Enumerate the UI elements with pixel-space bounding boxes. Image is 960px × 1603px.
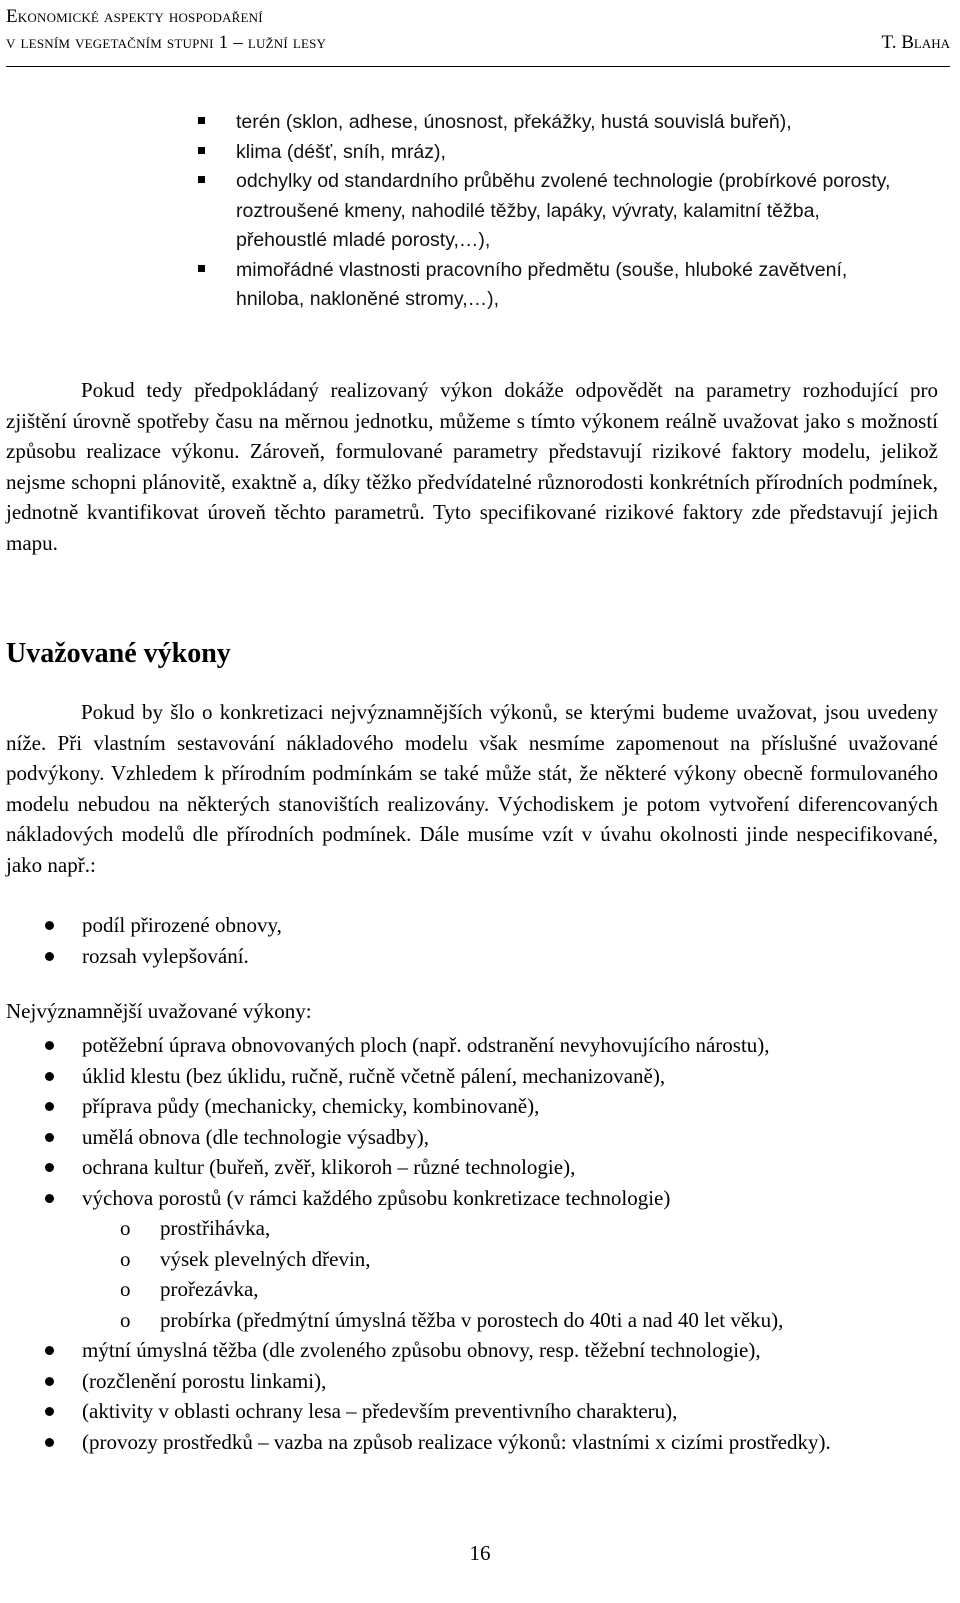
bullet-icon (45, 1346, 54, 1355)
page-number: 16 (469, 1541, 491, 1565)
bullet-icon (45, 1072, 54, 1081)
list-item: potěžební úprava obnovovaných ploch (např. odstranění nevyhovujícího nárostu), (6, 1030, 938, 1061)
header-title-line1: Ekonomické aspekty hospodaření (6, 6, 263, 27)
circle-bullet-icon: o (120, 1277, 131, 1301)
list-item: (aktivity v oblasti ochrany lesa – především preventivního charakteru), (6, 1396, 938, 1427)
sub-list-item: o prostřihávka, (82, 1213, 938, 1244)
square-bullet-icon (198, 147, 205, 154)
circle-bullet-icon: o (120, 1246, 131, 1271)
bullet-icon (45, 921, 54, 930)
other-factors-list (6, 910, 938, 971)
list-item: (rozčlenění porostu linkami), (6, 1366, 938, 1397)
main-activities-list (6, 1030, 938, 1457)
sub-list-item: o probírka (předmýtní úmyslná těžba v porostech do 40ti a nad 40 let věku), (82, 1305, 938, 1336)
risk-factor-item: mimořádné vlastnosti pracovního předmětu (souše, hluboké zavětvení, hniloba, nakloněné stromy,…), (190, 256, 910, 315)
square-bullet-icon (198, 265, 205, 272)
bullet-icon (45, 1194, 54, 1203)
bullet-icon (45, 1407, 54, 1416)
list-item: podíl přirozené obnovy, (6, 910, 938, 941)
risk-factor-item: odchylky od standardního průběhu zvolené technologie (probírkové porosty, roztroušené kmeny, nahodilé těžby, lapáky, vývraty, kalamitní těžba, přehoustlé mladé porosty,…), (190, 167, 910, 256)
list-item: rozsah vylepšování. (6, 941, 938, 972)
risk-factor-item: klima (déšť, sníh, mráz), (190, 138, 910, 168)
list-item: (provozy prostředků – vazba na způsob realizace výkonů: vlastními x cizími prostředky). (6, 1427, 938, 1458)
bullet-icon (45, 1133, 54, 1142)
section-heading: Uvažované výkony (6, 638, 231, 669)
circle-bullet-icon: o (120, 1216, 131, 1240)
list-item: mýtní úmyslná těžba (dle zvoleného způsobu obnovy, resp. těžební technologie), (6, 1335, 938, 1366)
list-item: umělá obnova (dle technologie výsadby), (6, 1122, 938, 1153)
bullet-icon (45, 1041, 54, 1050)
sub-list-item: o výsek plevelných dřevin, (82, 1244, 938, 1275)
paragraph-risk-factors: Pokud tedy předpokládaný realizovaný výkon dokáže odpovědět na parametry rozhodující pro zjištění úrovně spotřeby času na měrnou jednotku, můžeme s tímto výkonem reálně uvažovat jako s možností způsobu realizace výkonu. Zároveň, formulované parametry představují rizikové faktory modelu, jelikož nejsme schopni plánovitě, exaktně a, díky těžko předvídatelné různorodosti konkrétních přírodních podmínek, jednotně kvantifikovat úroveň těchto parametrů. Tyto specifikované rizikové faktory zde představují jejich mapu. (6, 378, 938, 555)
square-bullet-icon (198, 176, 205, 183)
bullet-icon (45, 1438, 54, 1447)
bullet-icon (45, 1163, 54, 1172)
square-bullet-icon (198, 117, 205, 124)
sub-activities-list (82, 1213, 938, 1335)
bullet-icon (45, 1102, 54, 1111)
risk-factor-item: terén (sklon, adhese, únosnost, překážky, hustá souvislá buřeň), (190, 108, 910, 138)
list-item: výchova porostů (v rámci každého způsobu konkretizace technologie) o prostřihávka, o výsek plevelných dřevin, o prořezávka, o probírka (předmýtní úmyslná těžba v porostech do 40ti a nad 40 let věku), (6, 1183, 938, 1336)
paragraph-considered-activities: Pokud by šlo o konkretizaci nejvýznamnějších výkonů, se kterými budeme uvažovat, jsou uvedeny níže. Při vlastním sestavování nákladového modelu však nesmíme zapomenout na příslušné uvažované podvýkony. Vzhledem k přírodním podmínkám se také může stát, že některé výkony obecně formulovaného modelu nebudou na některých stanovištích realizovány. Východiskem je potom vytvoření diferencovaných nákladových modelů dle přírodních podmínek. Dále musíme vzít v úvahu okolnosti jinde nespecifikované, jako např.: (6, 700, 938, 877)
list-item: ochrana kultur (buřeň, zvěř, klikoroh – různé technologie), (6, 1152, 938, 1183)
header-title-line2: v lesním vegetačním stupni 1 – lužní lesy (6, 32, 327, 53)
list-item: příprava půdy (mechanicky, chemicky, kombinovaně), (6, 1091, 938, 1122)
main-activities-label: Nejvýznamnější uvažované výkony: (6, 999, 312, 1023)
running-header (6, 4, 950, 67)
bullet-icon (45, 1377, 54, 1386)
list-item: úklid klestu (bez úklidu, ručně, ručně včetně pálení, mechanizovaně), (6, 1061, 938, 1092)
risk-factor-list (190, 108, 910, 315)
header-author: T. Blaha (881, 32, 950, 53)
bullet-icon (45, 952, 54, 961)
sub-list-item: o prořezávka, (82, 1274, 938, 1305)
circle-bullet-icon: o (120, 1307, 131, 1332)
